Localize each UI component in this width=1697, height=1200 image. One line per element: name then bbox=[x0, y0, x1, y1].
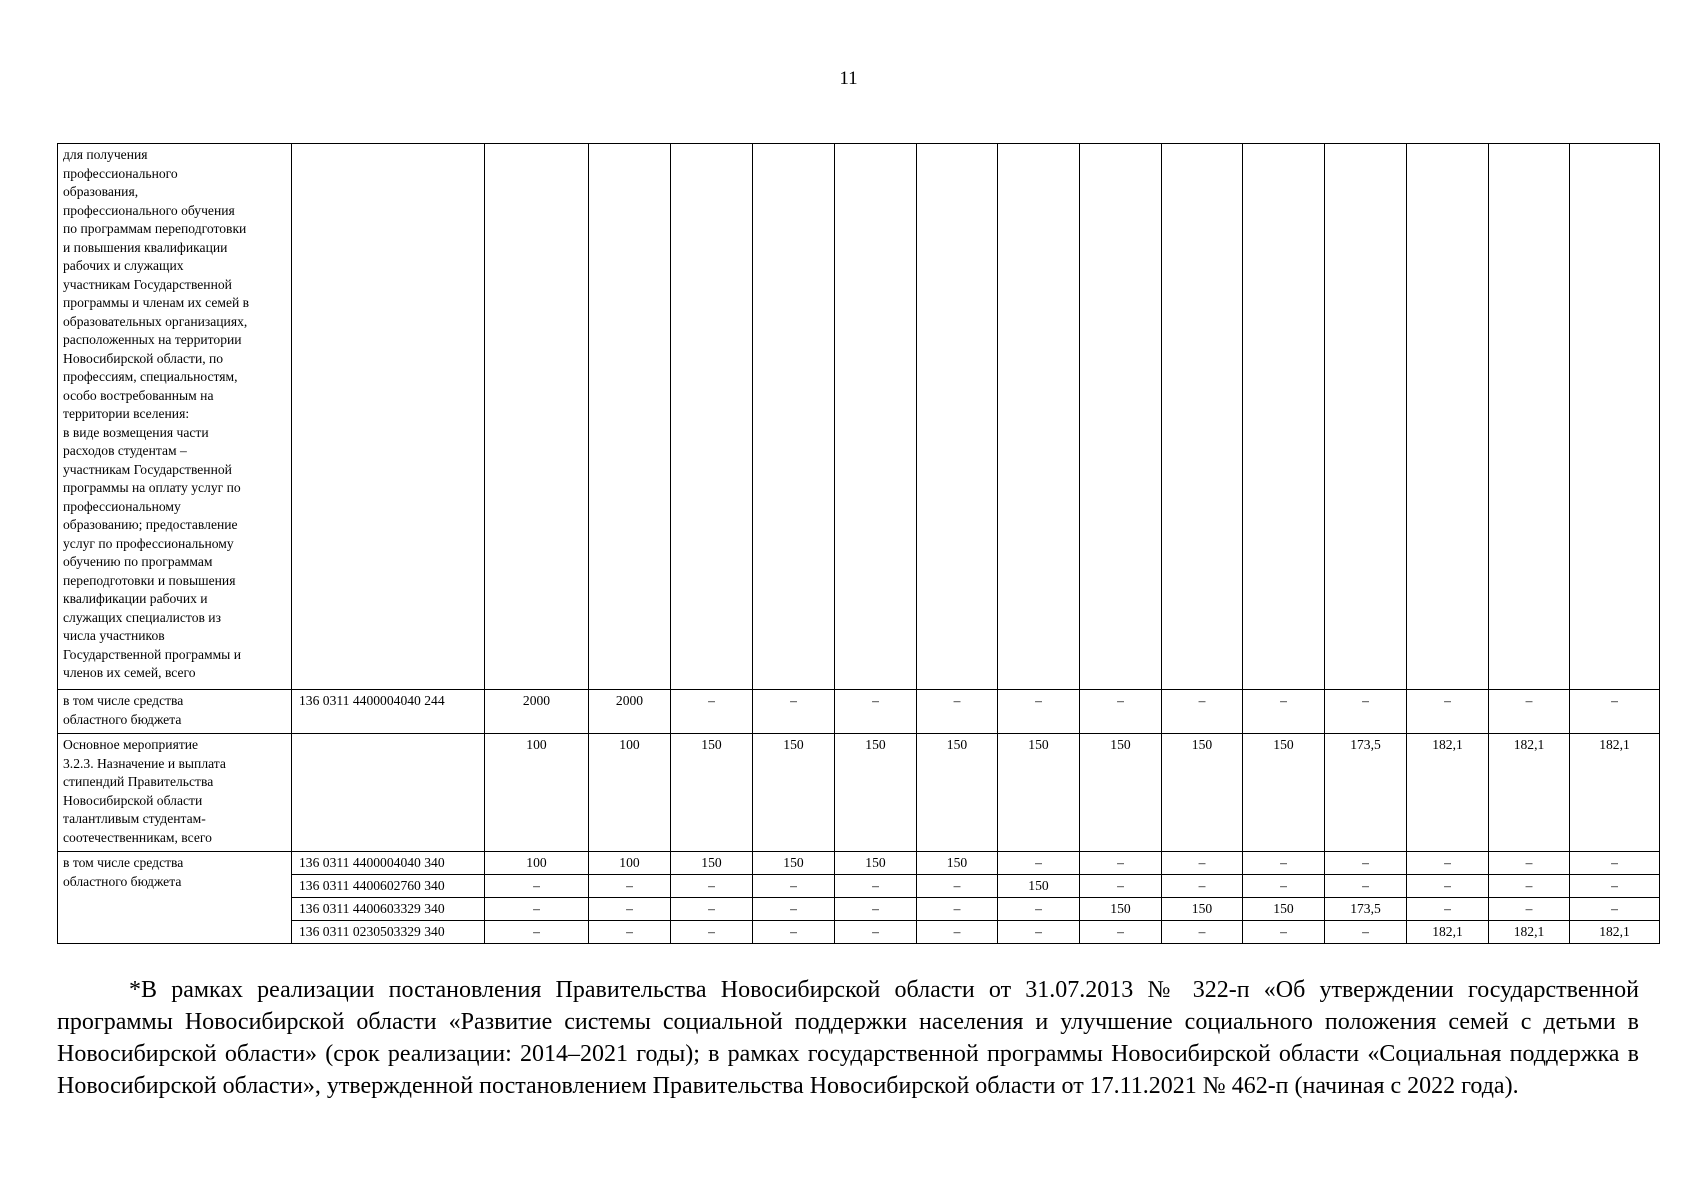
description-line: образованию; предоставление bbox=[63, 517, 238, 532]
description-line: Новосибирской области, по bbox=[63, 350, 224, 366]
value-cell: – bbox=[1570, 690, 1660, 734]
description-line: профессиональному bbox=[63, 498, 181, 514]
value-cell bbox=[998, 144, 1080, 690]
description-line: соотечественникам, всего bbox=[63, 829, 212, 845]
value-cell: 100 bbox=[485, 734, 589, 852]
value-cell: – bbox=[589, 921, 671, 944]
value-cell: – bbox=[998, 852, 1080, 875]
value-cell: – bbox=[1243, 875, 1325, 898]
value-cell: – bbox=[1489, 852, 1570, 875]
value-cell: 150 bbox=[753, 734, 835, 852]
value-cell bbox=[1080, 144, 1162, 690]
description-line: в том числе средства bbox=[63, 693, 184, 708]
description-line: в том числе средства bbox=[63, 855, 184, 870]
budget-code: 136 0311 4400004040 340 bbox=[292, 852, 485, 875]
value-cell: 150 bbox=[998, 875, 1080, 898]
value-cell: – bbox=[1325, 921, 1407, 944]
row-description bbox=[58, 144, 292, 690]
description-line: Государственной программы и bbox=[63, 646, 241, 662]
value-cell bbox=[1489, 144, 1570, 690]
value-cell bbox=[1407, 144, 1489, 690]
value-cell: 182,1 bbox=[1570, 734, 1660, 852]
value-cell bbox=[917, 144, 998, 690]
description-line: квалификации рабочих и bbox=[63, 591, 208, 606]
value-cell: – bbox=[1489, 875, 1570, 898]
value-cell bbox=[1162, 144, 1243, 690]
description-line: профессионального обучения bbox=[63, 202, 235, 218]
value-cell: – bbox=[835, 875, 917, 898]
description-line: служащих специалистов из bbox=[63, 609, 221, 625]
value-cell: 150 bbox=[835, 852, 917, 875]
value-cell: – bbox=[1407, 852, 1489, 875]
description-line: обучению по программам bbox=[63, 554, 213, 569]
budget-code bbox=[292, 734, 485, 852]
value-cell: 150 bbox=[1243, 898, 1325, 921]
value-cell: – bbox=[485, 875, 589, 898]
value-cell: – bbox=[1489, 898, 1570, 921]
value-cell: – bbox=[1080, 875, 1162, 898]
value-cell: – bbox=[671, 875, 753, 898]
budget-code: 136 0311 0230503329 340 bbox=[292, 921, 485, 944]
description-line: 3.2.3. Назначение и выплата bbox=[63, 755, 226, 771]
description-line: участникам Государственной bbox=[63, 276, 232, 292]
value-cell: – bbox=[485, 898, 589, 921]
description-line: профессионального bbox=[63, 165, 178, 181]
value-cell: 150 bbox=[671, 852, 753, 875]
value-cell: 173,5 bbox=[1325, 734, 1407, 852]
value-cell: – bbox=[998, 921, 1080, 944]
description-line: территории вселения: bbox=[63, 406, 190, 421]
value-cell: – bbox=[1407, 690, 1489, 734]
description-line: переподготовки и повышения bbox=[63, 572, 236, 588]
description-line: по программам переподготовки bbox=[63, 221, 247, 236]
value-cell: – bbox=[1570, 852, 1660, 875]
value-cell: 150 bbox=[1162, 734, 1243, 852]
value-cell: 150 bbox=[917, 852, 998, 875]
description-line: расходов студентам – bbox=[63, 443, 187, 458]
value-cell: 150 bbox=[835, 734, 917, 852]
value-cell: – bbox=[1243, 690, 1325, 734]
value-cell: – bbox=[1162, 921, 1243, 944]
value-cell bbox=[671, 144, 753, 690]
description-line: в виде возмещения части bbox=[63, 424, 209, 440]
value-cell: – bbox=[1080, 852, 1162, 875]
value-cell: 150 bbox=[1243, 734, 1325, 852]
value-cell: – bbox=[1325, 690, 1407, 734]
budget-code: 136 0311 4400603329 340 bbox=[292, 898, 485, 921]
value-cell: – bbox=[1162, 875, 1243, 898]
value-cell bbox=[835, 144, 917, 690]
value-cell: – bbox=[753, 921, 835, 944]
value-cell: 182,1 bbox=[1489, 921, 1570, 944]
value-cell: 150 bbox=[1162, 898, 1243, 921]
value-cell: – bbox=[753, 875, 835, 898]
value-cell: – bbox=[671, 690, 753, 734]
description-line: для получения bbox=[63, 147, 148, 162]
description-line: услуг по профессиональному bbox=[63, 535, 234, 551]
footnote: *В рамках реализации постановления Правительства Новосибирской области от 31.07.2013 № 322-п «Об утверждении государственной программы Новосибирской области «Развитие системы социальной поддержки населения и улучшение социального положения семей с детьми в Новосибирской области» (срок реализации: 2014–2021 годы); в рамках государственной программы Новосибирской области «Социальная поддержка в Новосибирской области», утвержденной постановлением Правительства Новосибирской области от 17.11.2021 № 462-п (начиная с 2022 года). bbox=[57, 977, 1639, 1099]
budget-code: 136 0311 4400602760 340 bbox=[292, 875, 485, 898]
value-cell: – bbox=[917, 898, 998, 921]
value-cell: – bbox=[671, 921, 753, 944]
page-number: 11 bbox=[839, 68, 858, 89]
value-cell bbox=[1570, 144, 1660, 690]
description-line: образовательных организациях, bbox=[63, 313, 248, 329]
table-row bbox=[58, 875, 1660, 898]
value-cell: – bbox=[917, 921, 998, 944]
value-cell: – bbox=[589, 898, 671, 921]
value-cell: 100 bbox=[589, 852, 671, 875]
row-description bbox=[58, 690, 292, 734]
value-cell: 150 bbox=[671, 734, 753, 852]
value-cell bbox=[1325, 144, 1407, 690]
value-cell: – bbox=[835, 690, 917, 734]
value-cell: 2000 bbox=[485, 690, 589, 734]
value-cell: – bbox=[1243, 921, 1325, 944]
value-cell: 100 bbox=[485, 852, 589, 875]
description-line: талантливым студентам- bbox=[63, 811, 206, 826]
value-cell: 150 bbox=[753, 852, 835, 875]
description-line: образования, bbox=[63, 184, 139, 199]
value-cell: – bbox=[589, 875, 671, 898]
table-row bbox=[58, 852, 1660, 875]
value-cell: – bbox=[753, 898, 835, 921]
value-cell: – bbox=[1570, 875, 1660, 898]
value-cell: – bbox=[1489, 690, 1570, 734]
description-line: особо востребованным на bbox=[63, 387, 214, 403]
value-cell bbox=[485, 144, 589, 690]
value-cell: – bbox=[753, 690, 835, 734]
value-cell: – bbox=[1243, 852, 1325, 875]
table-row bbox=[58, 921, 1660, 944]
value-cell: – bbox=[998, 690, 1080, 734]
description-line: Новосибирской области bbox=[63, 792, 203, 808]
description-line: участникам Государственной bbox=[63, 461, 232, 477]
description-line: рабочих и служащих bbox=[63, 258, 184, 273]
table-row bbox=[58, 734, 1660, 852]
description-line: членов их семей, всего bbox=[63, 665, 196, 680]
value-cell bbox=[1243, 144, 1325, 690]
description-line: числа участников bbox=[63, 628, 165, 643]
description-line: расположенных на территории bbox=[63, 332, 242, 347]
value-cell: – bbox=[1080, 921, 1162, 944]
description-line: программы на оплату услуг по bbox=[63, 480, 241, 495]
value-cell: 150 bbox=[1080, 898, 1162, 921]
value-cell: – bbox=[998, 898, 1080, 921]
value-cell: – bbox=[485, 921, 589, 944]
budget-table bbox=[57, 143, 1660, 944]
value-cell: – bbox=[917, 875, 998, 898]
description-line: программы и членам их семей в bbox=[63, 295, 250, 310]
description-line: профессиям, специальностям, bbox=[63, 369, 238, 384]
row-description bbox=[58, 852, 292, 944]
value-cell: 150 bbox=[1080, 734, 1162, 852]
value-cell: – bbox=[835, 898, 917, 921]
description-line: областного бюджета bbox=[63, 873, 182, 889]
table-row bbox=[58, 690, 1660, 734]
description-line: и повышения квалификации bbox=[63, 239, 228, 255]
value-cell: – bbox=[671, 898, 753, 921]
value-cell: – bbox=[1407, 875, 1489, 898]
value-cell: – bbox=[917, 690, 998, 734]
value-cell: – bbox=[1325, 852, 1407, 875]
value-cell: – bbox=[1325, 875, 1407, 898]
value-cell bbox=[589, 144, 671, 690]
value-cell: – bbox=[1162, 690, 1243, 734]
value-cell: 182,1 bbox=[1570, 921, 1660, 944]
value-cell: 150 bbox=[998, 734, 1080, 852]
budget-code bbox=[292, 144, 485, 690]
value-cell: 182,1 bbox=[1407, 734, 1489, 852]
value-cell: 182,1 bbox=[1489, 734, 1570, 852]
table-row bbox=[58, 898, 1660, 921]
value-cell: 2000 bbox=[589, 690, 671, 734]
row-description bbox=[58, 734, 292, 852]
description-line: Основное мероприятие bbox=[63, 737, 199, 752]
value-cell: – bbox=[1162, 852, 1243, 875]
value-cell: 173,5 bbox=[1325, 898, 1407, 921]
description-line: стипендий Правительства bbox=[63, 774, 214, 789]
value-cell: 100 bbox=[589, 734, 671, 852]
value-cell: – bbox=[835, 921, 917, 944]
value-cell: 182,1 bbox=[1407, 921, 1489, 944]
table-row bbox=[58, 144, 1660, 690]
description-line: областного бюджета bbox=[63, 711, 182, 727]
value-cell: – bbox=[1407, 898, 1489, 921]
value-cell: 150 bbox=[917, 734, 998, 852]
budget-code: 136 0311 4400004040 244 bbox=[292, 690, 485, 734]
value-cell: – bbox=[1570, 898, 1660, 921]
value-cell bbox=[753, 144, 835, 690]
value-cell: – bbox=[1080, 690, 1162, 734]
